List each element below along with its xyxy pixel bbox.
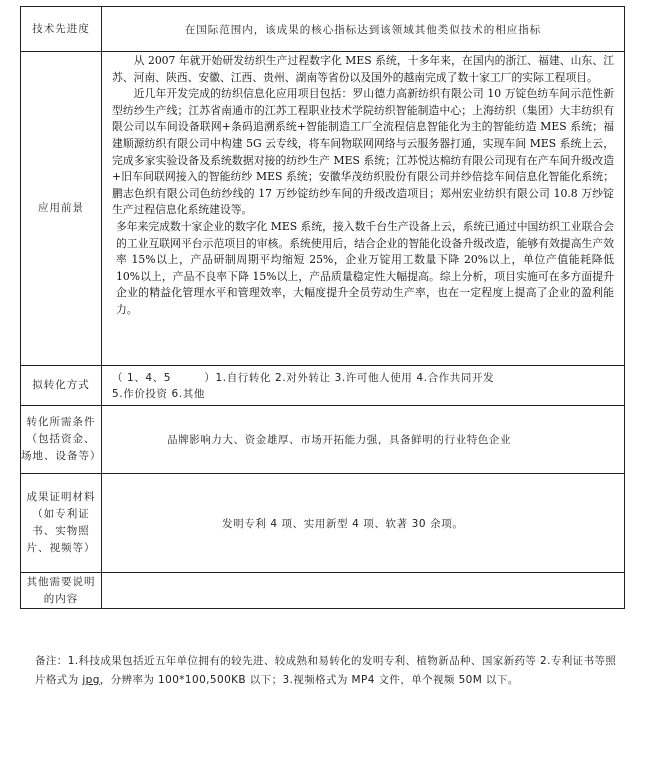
transfer-conditions-label: 转化所需条件（包括资金、场地、设备等） <box>21 406 102 474</box>
row-proof-materials <box>21 474 625 573</box>
tech-advancement-value: 在国际范围内，该成果的核心指标达到该领域其他类似技术的相应指标 <box>102 7 625 52</box>
application-prospect-label: 应用前景 <box>21 52 102 366</box>
proof-materials-label: 成果证明材料（如专利证书、实物照片、视频等） <box>21 474 102 573</box>
footnote-part-1: 备注：1.科技成果包括近五年单位拥有的较先进、较成熟和易转化的发明专利、植物新品种、国家新药等 2.专利证书等照片格式为 <box>35 655 617 686</box>
tech-advancement-label: 技术先进度 <box>21 7 102 52</box>
proof-materials-value: 发明专利 4 项、实用新型 4 项、软著 30 余项。 <box>102 474 625 573</box>
row-transfer-method <box>21 366 625 406</box>
row-application-prospect <box>21 52 625 366</box>
row-transfer-conditions <box>21 406 625 474</box>
other-notes-value <box>102 573 625 609</box>
transfer-method-line-1: （ 1、4、5 ）1.自行转化 2.对外转让 3.许可他人使用 4.合作共同开发 <box>112 371 495 384</box>
row-tech-advancement <box>21 7 625 52</box>
achievement-form-table <box>20 6 625 609</box>
transfer-method-line-2: 5.作价投资 6.其他 <box>112 387 205 400</box>
transfer-conditions-value: 品牌影响力大、资金雄厚、市场开拓能力强，具备鲜明的行业特色企业 <box>102 406 625 474</box>
prospect-paragraph-1: 从 2007 年就开始研发纺织生产过程数字化 MES 系统，十多年来，在国内的浙江、福建、山东、江苏、河南、陕西、安徽、江西、贵州、湖南等省份以及国外的越南完成了数十家工厂的实际工程项目。 <box>112 54 614 84</box>
application-prospect-content <box>102 52 625 366</box>
footnote <box>35 652 625 690</box>
transfer-method-value <box>102 366 625 406</box>
other-notes-label: 其他需要说明的内容 <box>21 573 102 609</box>
footnote-jpg: jpg <box>82 674 100 686</box>
prospect-paragraph-2: 近几年开发完成的纺织信息化应用项目包括：罗山德力高新纺织有限公司 10 万锭色纺车间示范性新型纺纱生产线；江苏省南通市的江苏工程职业技术学院纺织智能制造中心；上海纺织（集团）大丰纺织有限公司以车间设备联网+条码追溯系统+智能制造工厂全流程信息智能化为主的智能纺造 MES 系统；福建顺源纺织有限公司中构建 5G 云专线，将车间物联网网络与云服务器打通，实现车间 MES 系统上云，完成多家实验设备及系统数据对接的纺纱生产 MES 系统；江苏悦达棉纺有限公司现有在产车间升级改造+旧车间联网接入的智能纺纱 MES 系统；安徽华茂纺织股份有限公司并纱倍捻车间信息化智能化系统；鹏志色织有限公司色纺纱线的 17 万纱锭纺纱车间的升级改造项目；郑州宏业纺织有限公司 10.8 万纱锭生产过程信息化系统建设等。 <box>112 87 614 217</box>
footnote-part-2: ，分辨率为 100*100,500KB 以下；3.视频格式为 MP4 文件，单个视频 50M 以下。 <box>99 674 519 686</box>
transfer-method-label: 拟转化方式 <box>21 366 102 406</box>
row-other-notes <box>21 573 625 609</box>
prospect-paragraph-3: 多年来完成数十家企业的数字化 MES 系统，接入数千台生产设备上云，系统已通过中国纺织工业联合会的工业互联网平台示范项目的审核。系统使用后，结合企业的智能化设备升级改造，能够有效提高生产效率 15%以上，产品研制周期平均缩短 25%，企业万锭用工数量下降 20%以上，单位产值能耗降低 10%以上，产品不良率下降 15%以上，产品质量稳定性大幅提高。综上分析，项目实施可在多方面提升企业的精益化管理水平和管理效率，大幅度提升全员劳动生产率，也在一定程度上提高了企业的盈利能力。 <box>116 219 614 316</box>
